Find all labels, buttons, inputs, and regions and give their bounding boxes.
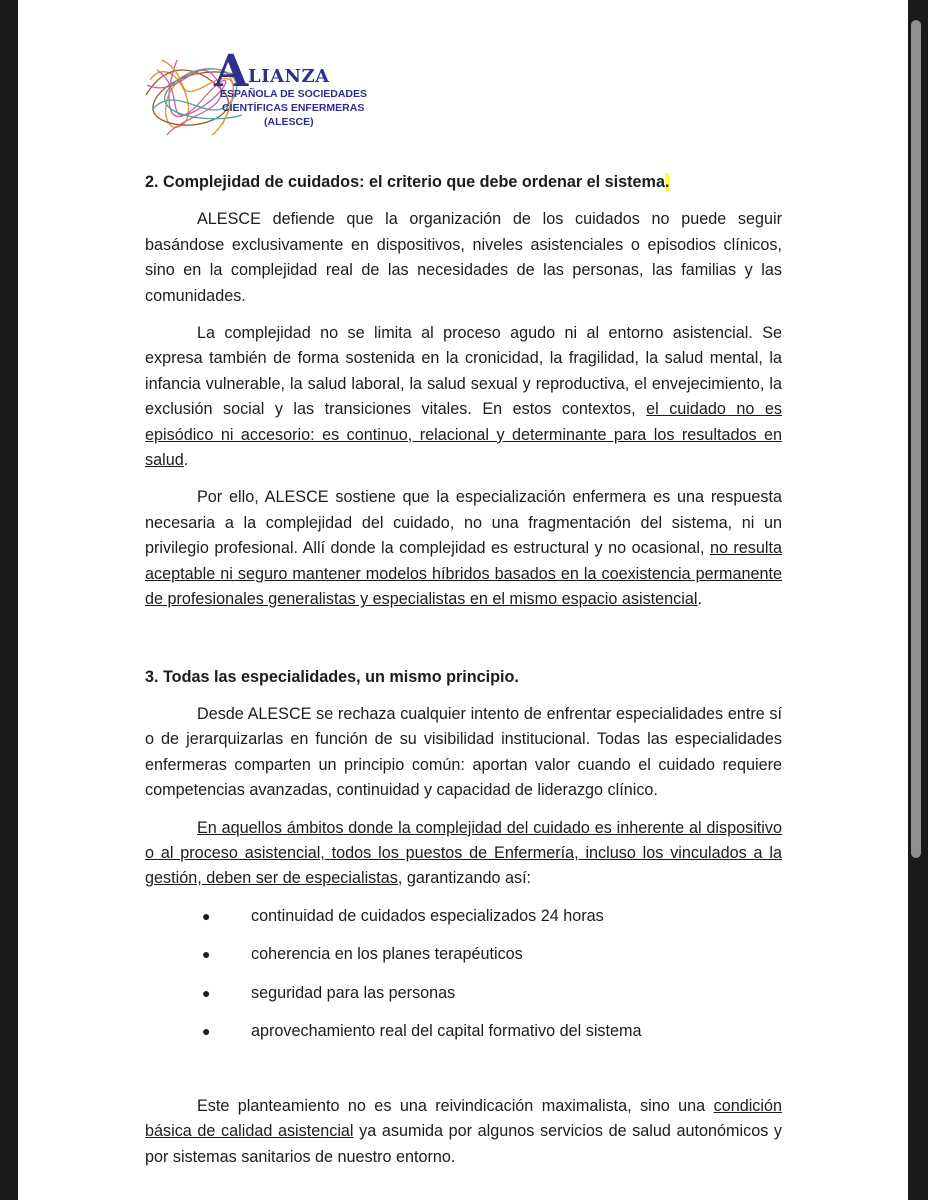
underlined-text: En aquellos ámbitos donde la complejidad del cuidado es inherente al dispositivo o al proceso asistencial, todos los puestos de Enfermería, incluso los vinculados a la gestión, deben ser de especialistas: [145, 818, 782, 888]
section-3-paragraph-3: Este planteamiento no es una reivindicación maximalista, sino una condición básica de calidad asistencial ya asumida por algunos servicios de salud autonómicos y por sistemas sanitarios de nuestro entorno.: [145, 1096, 782, 1166]
section-2-paragraph-3: Por ello, ALESCE sostiene que la especialización enfermera es una respuesta necesaria a la complejidad del cuidado, no una fragmentación del sistema, ni un privilegio profesional. Allí donde la complejidad es estructural y no ocasional, no resulta aceptable ni seguro mantener modelos híbridos basados en la coexistencia permanente de profesionales generalistas y especialistas en el mismo espacio asistencial.: [145, 488, 782, 609]
underlined-text: el cuidado no es episódico ni accesorio: es continuo, relacional y determinante para los resultados en salud: [145, 400, 782, 470]
logo-line-1: ESPAÑOLA DE SOCIEDADES: [220, 88, 368, 100]
logo-line-3: (ALESCE): [264, 116, 314, 128]
bullet-icon: ●: [202, 946, 211, 963]
bullet-icon: ●: [202, 984, 211, 1001]
scrollbar-thumb[interactable]: [911, 20, 921, 858]
highlight-mark: .: [664, 173, 670, 191]
section-2-heading: 2. Complejidad de cuidados: el criterio que debe ordenar el sistema.: [145, 173, 670, 191]
list-item: ● aprovechamiento real del capital formativo del sistema: [145, 1019, 782, 1058]
list-item: ● continuidad de cuidados especializados 24 horas: [145, 904, 782, 943]
alesce-logo: [142, 40, 372, 140]
list-item: ● coherencia en los planes terapéuticos: [145, 942, 782, 981]
guarantees-list: [145, 904, 782, 1058]
underlined-text: no resulta aceptable ni seguro mantener modelos híbridos basados en la coexistencia permanente de profesionales generalistas y especialistas en el mismo espacio asistencial: [145, 539, 782, 609]
bullet-icon: ●: [202, 1023, 211, 1040]
underlined-text: condición básica de calidad asistencial: [145, 1096, 782, 1141]
list-item: ● seguridad para las personas: [145, 981, 782, 1020]
logo-line-2: CIENTÍFICAS ENFERMERAS: [222, 102, 365, 114]
section-3-heading: 3. Todas las especialidades, un mismo principio.: [145, 667, 519, 686]
section-2-paragraph-1: ALESCE defiende que la organización de los cuidados no puede seguir basándose exclusivamente en dispositivos, niveles asistenciales o episodios clínicos, sino en la complejidad real de las necesidades de las personas, las familias y las comunidades.: [145, 210, 782, 305]
bullet-icon: ●: [202, 907, 211, 924]
document-content: [145, 170, 782, 1170]
section-3-paragraph-1: Desde ALESCE se rechaza cualquier intento de enfrentar especialidades entre sí o de jerarquizarlas en función de su visibilidad institucional. Todas las especialidades enfermeras comparten un principio común: aportan valor cuando el cuidado requiere competencias avanzadas, continuidad y capacidad de liderazgo clínico.: [145, 704, 782, 800]
section-3-paragraph-2: En aquellos ámbitos donde la complejidad del cuidado es inherente al dispositivo o al proceso asistencial, todos los puestos de Enfermería, incluso los vinculados a la gestión, deben ser de especialistas, garantizando así:: [145, 818, 782, 888]
section-2-paragraph-2: La complejidad no se limita al proceso agudo ni al entorno asistencial. Se expresa también de forma sostenida en la cronicidad, la fragilidad, la salud mental, la infancia vulnerable, la salud laboral, la salud sexual y reproductiva, el envejecimiento, la exclusión social y las transiciones vitales. En estos contextos, el cuidado no es episódico ni accesorio: es continuo, relacional y determinante para los resultados en salud.: [145, 324, 782, 470]
logo-initial: A: [214, 46, 249, 97]
logo-brand-name: LIANZA: [248, 66, 330, 87]
